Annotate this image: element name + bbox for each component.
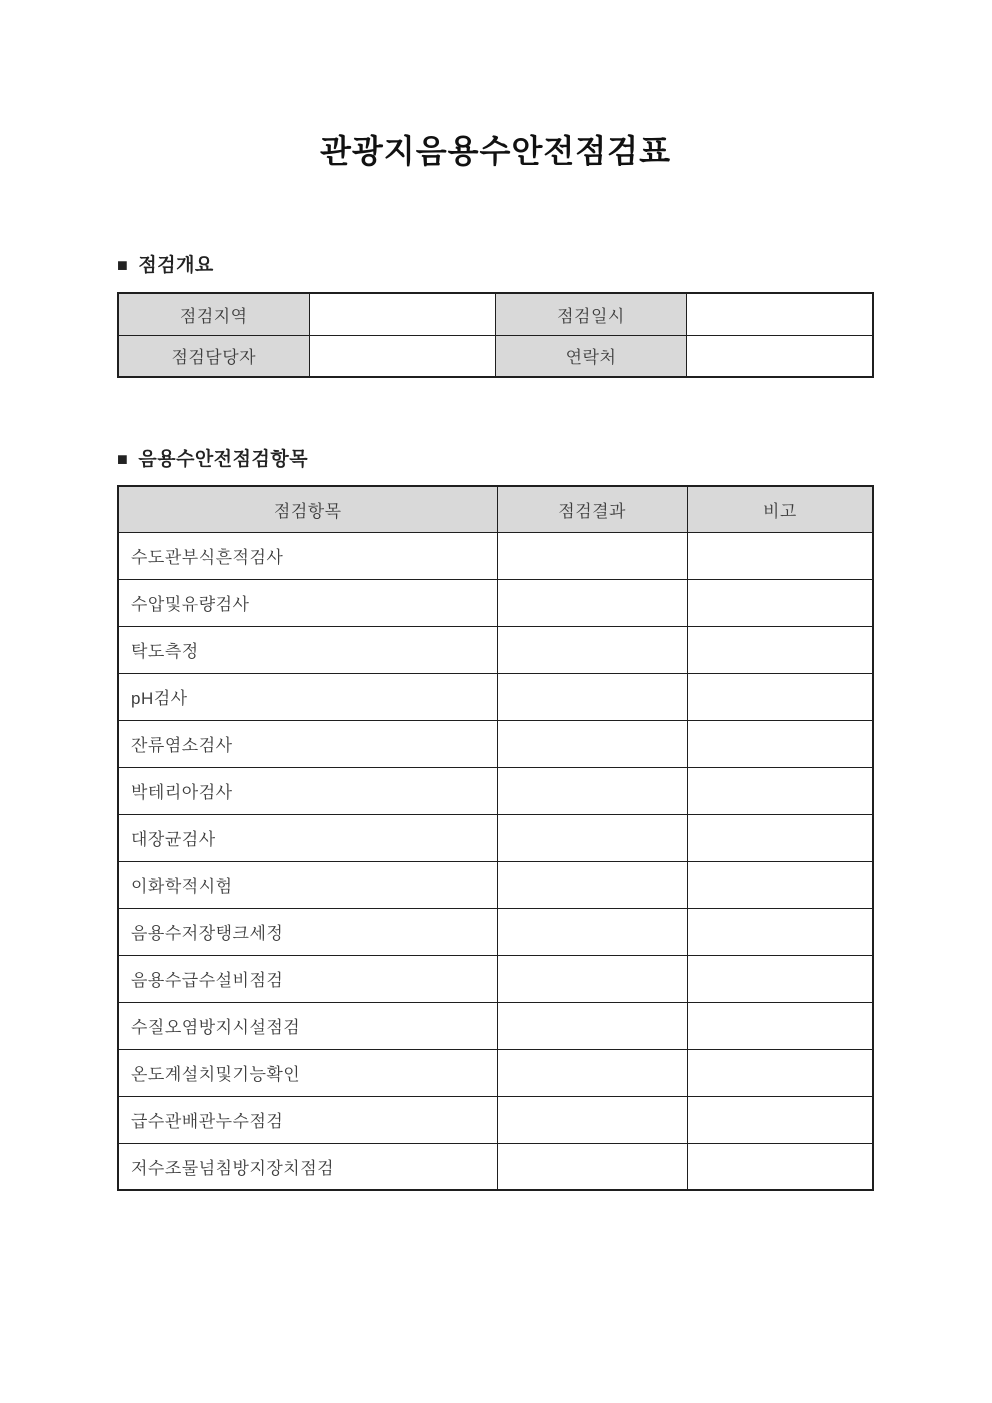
checklist-item-label: 음용수저장탱크세정	[118, 908, 497, 955]
overview-table	[117, 292, 874, 378]
checklist-item-label: 온도계설치및기능확인	[118, 1049, 497, 1096]
result-input-cell[interactable]	[497, 626, 687, 673]
note-input-cell[interactable]	[687, 579, 873, 626]
table-row	[118, 1096, 873, 1143]
result-input-cell[interactable]	[497, 767, 687, 814]
overview-label-datetime: 점검일시	[495, 293, 686, 335]
note-input-cell[interactable]	[687, 767, 873, 814]
checklist-item-label: 대장균검사	[118, 814, 497, 861]
checklist-item-label: 저수조물넘침방지장치점검	[118, 1143, 497, 1190]
note-input-cell[interactable]	[687, 1096, 873, 1143]
note-input-cell[interactable]	[687, 814, 873, 861]
table-row	[118, 626, 873, 673]
table-row	[118, 720, 873, 767]
note-input-cell[interactable]	[687, 720, 873, 767]
note-input-cell[interactable]	[687, 955, 873, 1002]
section-marker-icon: ■	[117, 255, 129, 275]
note-input-cell[interactable]	[687, 1049, 873, 1096]
column-header-item: 점검항목	[118, 486, 497, 532]
checklist-item-label: 이화학적시험	[118, 861, 497, 908]
checklist-item-label: pH검사	[118, 673, 497, 720]
column-header-result: 점검결과	[497, 486, 687, 532]
checklist-item-label: 수질오염방지시설점검	[118, 1002, 497, 1049]
result-input-cell[interactable]	[497, 861, 687, 908]
table-row	[118, 814, 873, 861]
overview-value-inspector-cell[interactable]	[309, 335, 495, 377]
section-marker-icon: ■	[117, 449, 129, 469]
note-input-cell[interactable]	[687, 673, 873, 720]
overview-value-datetime-cell[interactable]	[686, 293, 873, 335]
overview-label-region: 점검지역	[118, 293, 309, 335]
column-header-note: 비고	[687, 486, 873, 532]
note-input-cell[interactable]	[687, 908, 873, 955]
result-input-cell[interactable]	[497, 673, 687, 720]
table-row	[118, 579, 873, 626]
checklist-item-label: 탁도측정	[118, 626, 497, 673]
note-input-cell[interactable]	[687, 1143, 873, 1190]
table-row	[118, 1143, 873, 1190]
section-heading-label: 음용수안전점검항목	[138, 449, 309, 470]
section-heading-label: 점검개요	[138, 255, 214, 276]
overview-label-inspector: 점검담당자	[118, 335, 309, 377]
table-row	[118, 861, 873, 908]
note-input-cell[interactable]	[687, 626, 873, 673]
table-row	[118, 1002, 873, 1049]
table-row	[118, 1049, 873, 1096]
note-input-cell[interactable]	[687, 532, 873, 579]
document-content	[117, 0, 874, 1191]
note-input-cell[interactable]	[687, 1002, 873, 1049]
table-row	[118, 532, 873, 579]
result-input-cell[interactable]	[497, 532, 687, 579]
checklist-item-label: 수도관부식흔적검사	[118, 532, 497, 579]
result-input-cell[interactable]	[497, 814, 687, 861]
result-input-cell[interactable]	[497, 955, 687, 1002]
table-row	[118, 767, 873, 814]
table-row	[118, 673, 873, 720]
result-input-cell[interactable]	[497, 1096, 687, 1143]
table-row	[118, 293, 873, 335]
result-input-cell[interactable]	[497, 720, 687, 767]
page-title: 관광지음용수안전점검표	[319, 133, 672, 169]
note-input-cell[interactable]	[687, 861, 873, 908]
overview-label-contact: 연락처	[495, 335, 686, 377]
overview-value-contact-cell[interactable]	[686, 335, 873, 377]
checklist-item-label: 잔류염소검사	[118, 720, 497, 767]
checklist-table	[117, 485, 874, 1191]
table-row	[118, 908, 873, 955]
checklist-item-label: 수압및유량검사	[118, 579, 497, 626]
checklist-item-label: 음용수급수설비점검	[118, 955, 497, 1002]
table-header-row	[118, 486, 873, 532]
overview-value-region-cell[interactable]	[309, 293, 495, 335]
result-input-cell[interactable]	[497, 1143, 687, 1190]
section-heading-overview	[117, 254, 874, 278]
checklist-item-label: 박테리아검사	[118, 767, 497, 814]
result-input-cell[interactable]	[497, 579, 687, 626]
section-heading-checklist	[117, 448, 874, 472]
checklist-item-label: 급수관배관누수점검	[118, 1096, 497, 1143]
table-row	[118, 335, 873, 377]
result-input-cell[interactable]	[497, 1049, 687, 1096]
result-input-cell[interactable]	[497, 1002, 687, 1049]
result-input-cell[interactable]	[497, 908, 687, 955]
table-row	[118, 955, 873, 1002]
